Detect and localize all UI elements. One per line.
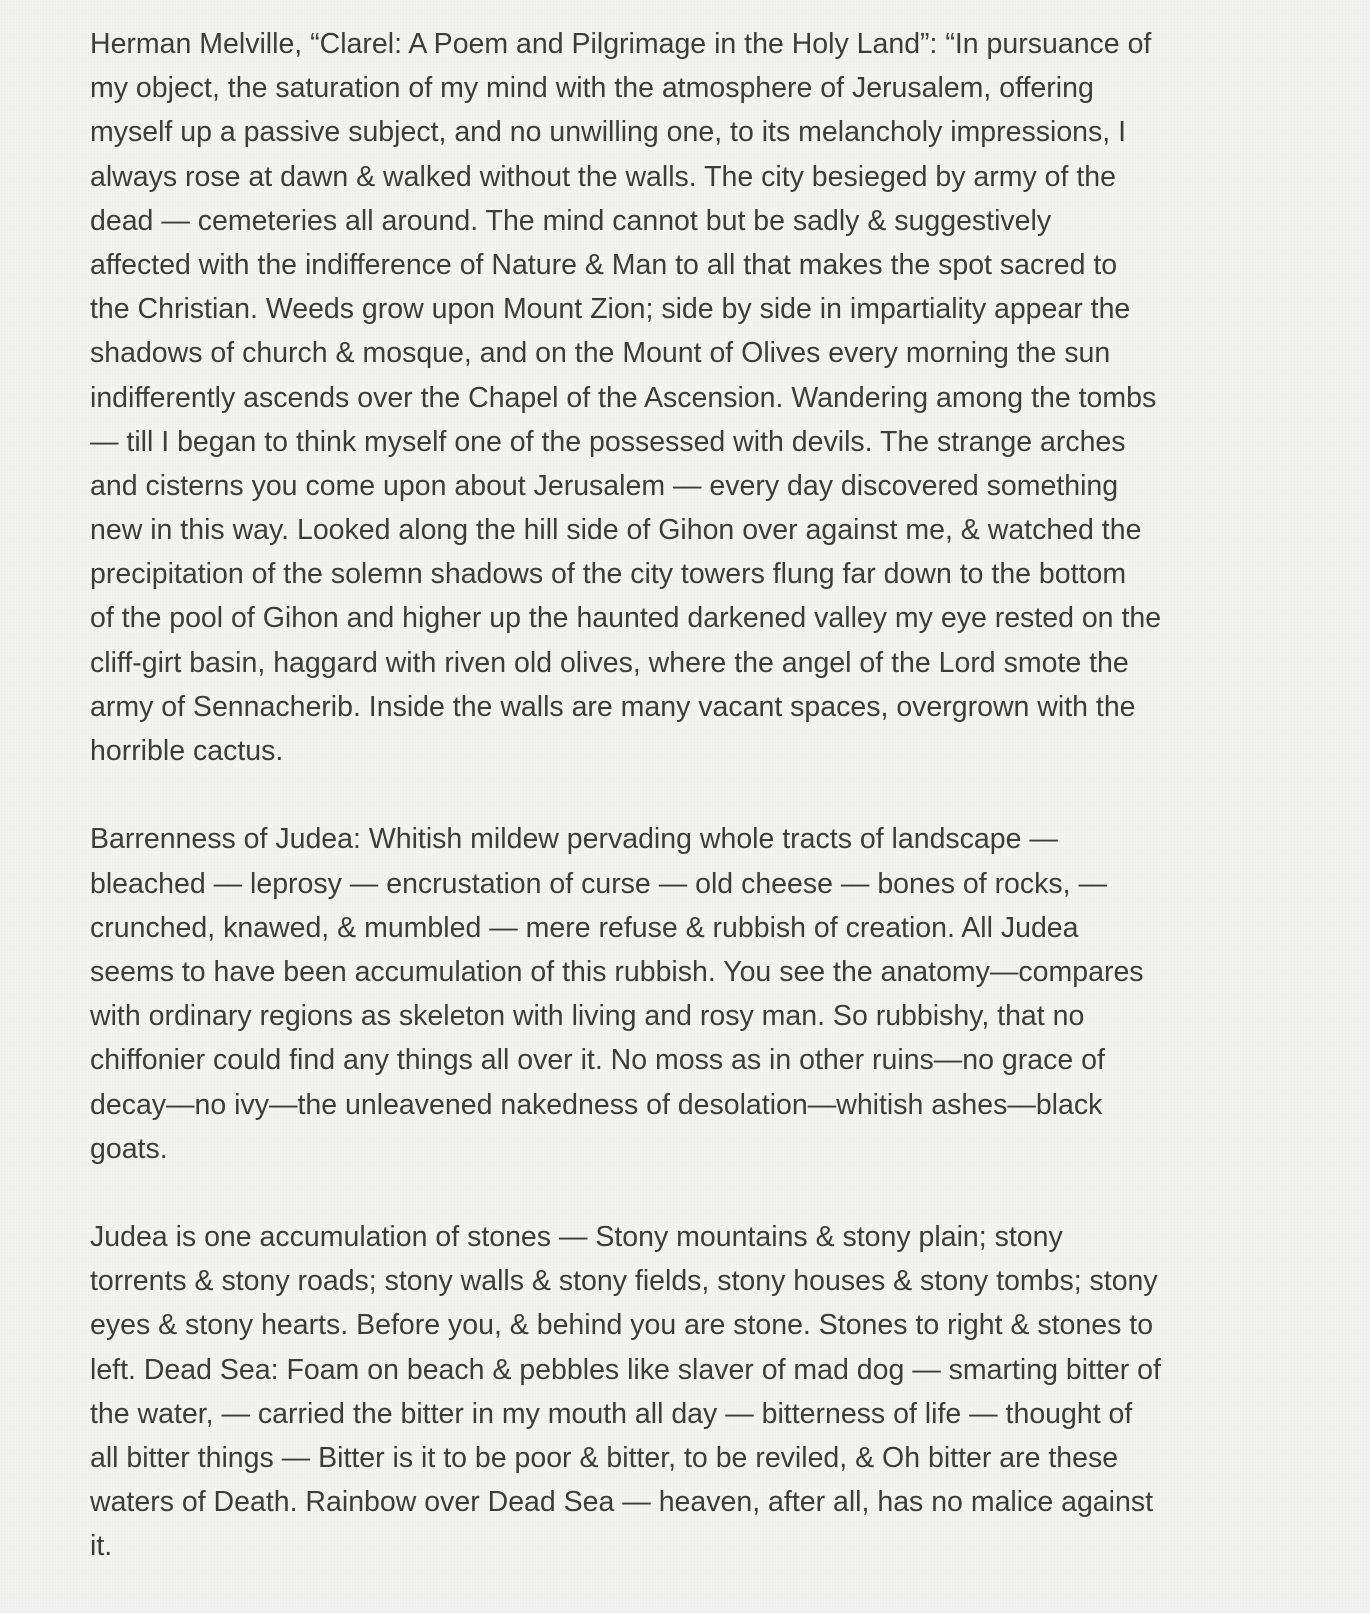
text-line: it. [90,1530,113,1563]
paragraph [90,22,1340,773]
text-line: left. Dead Sea: Foam on beach & pebbles like slaver of mad dog — smarting bitter of [90,1353,1161,1386]
text-line: decay—no ivy—the unleavened nakedness of desolation—whitish ashes—black [90,1088,1103,1121]
text-line: Herman Melville, “Clarel: A Poem and Pilgrimage in the Holy Land”: “In pursuance of [90,28,1152,60]
text-line: affected with the indifference of Nature & Man to all that makes the spot sacred to [90,248,1118,281]
text-line: of the pool of Gihon and higher up the haunted darkened valley my eye rested on the [90,602,1162,635]
text-line: bleached — leprosy — encrustation of curse — old cheese — bones of rocks, — [90,867,1107,900]
text-line: new in this way. Looked along the hill side of Gihon over against me, & watched the [90,514,1142,547]
text-line: myself up a passive subject, and no unwilling one, to its melancholy impressions, I [90,116,1127,149]
text-line: indifferently ascends over the Chapel of the Ascension. Wandering among the tombs [90,381,1157,414]
text-line: waters of Death. Rainbow over Dead Sea — heaven, after all, has no malice against [90,1486,1154,1519]
paragraph [90,1215,1340,1569]
note-body[interactable] [90,22,1340,1613]
text-line: always rose at dawn & walked without the walls. The city besieged by army of the [90,160,1116,193]
text-line: — till I began to think myself one of the possessed with devils. The strange arches [90,425,1126,458]
text-line: and cisterns you come upon about Jerusalem — every day discovered something [90,469,1119,502]
text-line: crunched, knawed, & mumbled — mere refuse & rubbish of creation. All Judea [90,911,1079,944]
text-line: goats. [90,1132,168,1165]
text-line: torrents & stony roads; stony walls & stony fields, stony houses & stony tombs; stony [90,1265,1158,1298]
text-line: the Christian. Weeds grow upon Mount Zion; side by side in impartiality appear the [90,293,1131,326]
paragraph [90,817,1340,1171]
text-line: army of Sennacherib. Inside the walls are many vacant spaces, overgrown with the [90,690,1136,723]
text-line: horrible cactus. [90,735,284,767]
text-line: Barrenness of Judea: Whitish mildew pervading whole tracts of landscape — [90,823,1058,856]
text-line: Judea is one accumulation of stones — Stony mountains & stony plain; stony [90,1221,1063,1254]
text-line: precipitation of the solemn shadows of the city towers flung far down to the bottom [90,558,1127,591]
text-line: seems to have been accumulation of this rubbish. You see the anatomy—compares [90,955,1144,988]
text-line: all bitter things — Bitter is it to be poor & bitter, to be reviled, & Oh bitter are these [90,1442,1119,1474]
text-line: chiffonier could find any things all over it. No moss as in other ruins—no grace of [90,1044,1105,1077]
text-line: my object, the saturation of my mind with the atmosphere of Jerusalem, offering [90,72,1094,105]
text-line: the water, — carried the bitter in my mouth all day — bitterness of life — thought of [90,1397,1133,1430]
text-line: cliff-girt basin, haggard with riven old olives, where the angel of the Lord smote the [90,646,1129,679]
text-line: dead — cemeteries all around. The mind cannot but be sadly & suggestively [90,204,1052,237]
text-line: shadows of church & mosque, and on the Mount of Olives every morning the sun [90,337,1111,370]
text-line: eyes & stony hearts. Before you, & behind you are stone. Stones to right & stones to [90,1309,1154,1342]
text-line: with ordinary regions as skeleton with living and rosy man. So rubbishy, that no [90,1000,1085,1033]
